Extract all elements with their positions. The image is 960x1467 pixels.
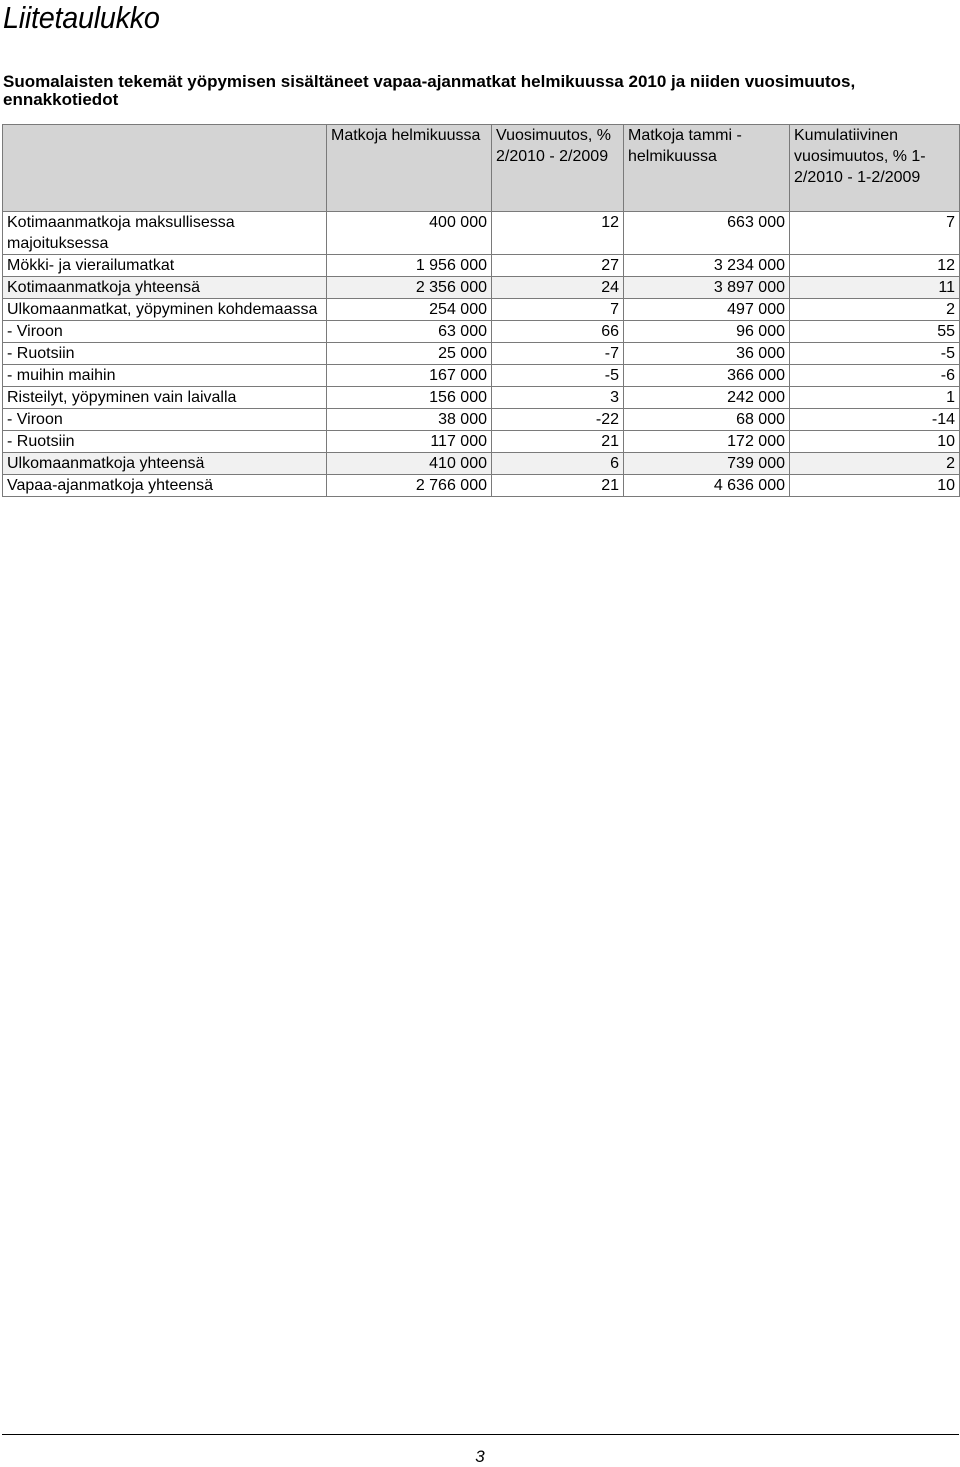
cell-trips-feb: 410 000 [327,453,492,475]
cell-cum-change-pct: 2 [790,453,960,475]
row-label: - Ruotsiin [3,431,327,453]
table-row [3,321,960,343]
table-body [3,212,960,497]
footer-divider [2,1434,959,1435]
cell-trips-jan-feb: 366 000 [624,365,790,387]
cell-trips-jan-feb: 36 000 [624,343,790,365]
header-cell-cum-change-pct: Kumulatiivinen vuosimuutos, % 1-2/2010 - 1-2/2009 [790,125,960,212]
header-cell-trips-feb: Matkoja helmikuussa [327,125,492,212]
document-title: Liitetaulukko [3,0,160,35]
row-label: Kotimaanmatkoja maksullisessa majoituksessa [3,212,327,255]
table-row [3,212,960,255]
row-label: - muihin maihin [3,365,327,387]
table-header-row [3,125,960,212]
cell-cum-change-pct: -5 [790,343,960,365]
cell-change-pct: -22 [492,409,624,431]
row-label: Ulkomaanmatkat, yöpyminen kohdemaassa [3,299,327,321]
table-row [3,387,960,409]
table-row [3,365,960,387]
cell-trips-jan-feb: 4 636 000 [624,475,790,497]
cell-change-pct: 66 [492,321,624,343]
row-label: Kotimaanmatkoja yhteensä [3,277,327,299]
cell-trips-jan-feb: 172 000 [624,431,790,453]
cell-cum-change-pct: -6 [790,365,960,387]
cell-cum-change-pct: -14 [790,409,960,431]
cell-cum-change-pct: 7 [790,212,960,255]
header-cell-change-pct: Vuosimuutos, % 2/2010 - 2/2009 [492,125,624,212]
cell-change-pct: 7 [492,299,624,321]
cell-trips-jan-feb: 3 234 000 [624,255,790,277]
table-row [3,255,960,277]
cell-change-pct: 3 [492,387,624,409]
cell-cum-change-pct: 1 [790,387,960,409]
statistics-table [2,124,960,497]
cell-trips-feb: 1 956 000 [327,255,492,277]
table-row [3,299,960,321]
cell-trips-jan-feb: 242 000 [624,387,790,409]
cell-cum-change-pct: 11 [790,277,960,299]
cell-change-pct: 21 [492,431,624,453]
table-subtitle: Suomalaisten tekemät yöpymisen sisältäneet vapaa-ajanmatkat helmikuussa 2010 ja niiden vuosimuutos, ennakkotiedot [3,72,856,109]
cell-cum-change-pct: 10 [790,475,960,497]
header-cell-trips-jan-feb: Matkoja tammi - helmikuussa [624,125,790,212]
row-label: Ulkomaanmatkoja yhteensä [3,453,327,475]
cell-change-pct: 6 [492,453,624,475]
cell-cum-change-pct: 10 [790,431,960,453]
row-label: Vapaa-ajanmatkoja yhteensä [3,475,327,497]
cell-trips-jan-feb: 96 000 [624,321,790,343]
page-number: 3 [475,1447,485,1466]
row-label: - Viroon [3,409,327,431]
cell-trips-jan-feb: 3 897 000 [624,277,790,299]
row-label: - Viroon [3,321,327,343]
cell-change-pct: -5 [492,365,624,387]
cell-cum-change-pct: 12 [790,255,960,277]
cell-trips-feb: 25 000 [327,343,492,365]
cell-cum-change-pct: 55 [790,321,960,343]
table-row [3,431,960,453]
cell-change-pct: 24 [492,277,624,299]
row-label: - Ruotsiin [3,343,327,365]
row-label: Risteilyt, yöpyminen vain laivalla [3,387,327,409]
cell-trips-jan-feb: 663 000 [624,212,790,255]
cell-trips-jan-feb: 497 000 [624,299,790,321]
row-label: Mökki- ja vierailumatkat [3,255,327,277]
cell-change-pct: 27 [492,255,624,277]
cell-trips-jan-feb: 68 000 [624,409,790,431]
cell-change-pct: 21 [492,475,624,497]
header-cell-label [3,125,327,212]
cell-trips-feb: 2 766 000 [327,475,492,497]
cell-change-pct: 12 [492,212,624,255]
table-row [3,409,960,431]
cell-trips-feb: 117 000 [327,431,492,453]
cell-trips-feb: 400 000 [327,212,492,255]
cell-trips-feb: 167 000 [327,365,492,387]
table-row [3,277,960,299]
cell-trips-feb: 63 000 [327,321,492,343]
cell-trips-feb: 38 000 [327,409,492,431]
table-row [3,453,960,475]
cell-change-pct: -7 [492,343,624,365]
cell-trips-jan-feb: 739 000 [624,453,790,475]
cell-trips-feb: 156 000 [327,387,492,409]
table-row [3,475,960,497]
cell-trips-feb: 254 000 [327,299,492,321]
table-row [3,343,960,365]
cell-cum-change-pct: 2 [790,299,960,321]
cell-trips-feb: 2 356 000 [327,277,492,299]
